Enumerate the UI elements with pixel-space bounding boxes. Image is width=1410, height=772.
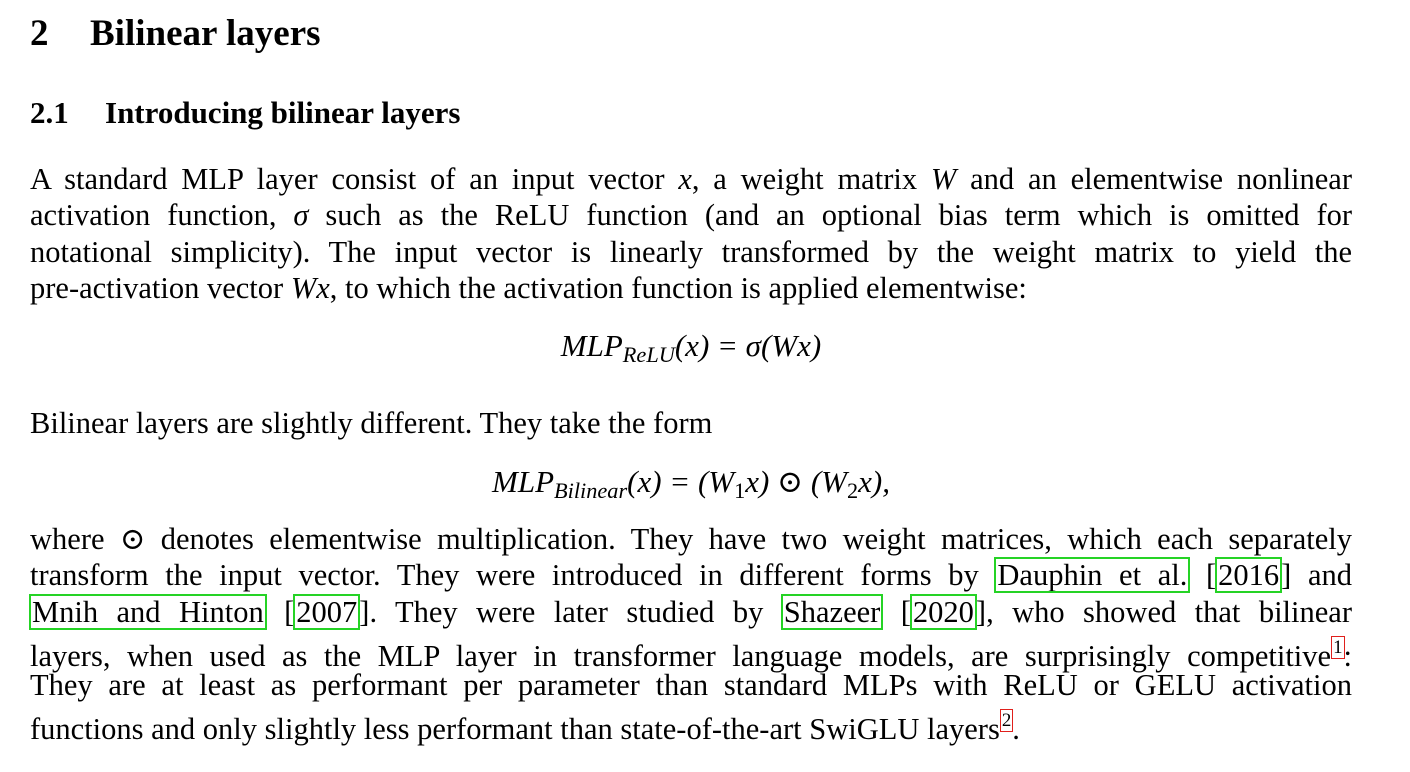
eq-subscript-2: 2 xyxy=(847,478,859,504)
text-line xyxy=(30,630,1352,674)
text-line: where ⊙ denotes elementwise multiplication. They have two weight matrices, which each separately xyxy=(30,522,1352,556)
subsection-title: Introducing bilinear layers xyxy=(105,95,461,130)
text-line: notational simplicity). The input vector is linearly transformed by the weight matrix to yield the xyxy=(30,234,1352,269)
eq-subscript: ReLU xyxy=(622,342,675,368)
text-run: ] and xyxy=(1281,558,1352,593)
text-line xyxy=(30,270,1352,306)
text-run: [ xyxy=(1189,558,1217,593)
text-run: activation function, xyxy=(30,198,294,233)
citation-shazeer-year[interactable]: 2020 xyxy=(912,594,974,629)
eq-rhs: (x) = (W xyxy=(627,464,735,499)
text-line xyxy=(30,557,1352,593)
text-run: . xyxy=(1012,712,1020,747)
citation-mnih-author[interactable]: Mnih and Hinton xyxy=(32,594,264,629)
text-run: [ xyxy=(882,594,911,629)
text-run: : xyxy=(1343,639,1352,674)
citation-mnih-year[interactable]: 2007 xyxy=(296,594,358,629)
text-run: A standard MLP layer consist of an input vector xyxy=(30,162,679,196)
text-run: , a weight matrix xyxy=(691,162,931,196)
citation-dauphin-author[interactable]: Dauphin et al. xyxy=(997,558,1188,593)
math-sigma: σ xyxy=(293,198,309,233)
text-line: They are at least as performant per parameter than standard MLPs with ReLU or GELU activation xyxy=(30,667,1352,702)
paragraph-bilinear-intro xyxy=(30,405,1352,441)
text-line: Bilinear layers are slightly different. They take the form xyxy=(30,406,713,440)
eq-lhs: MLP xyxy=(560,328,623,363)
text-line xyxy=(30,703,1352,747)
math-w: W xyxy=(930,162,957,196)
paragraph-mlp-definition xyxy=(30,161,1352,307)
section-title: Bilinear layers xyxy=(90,13,321,54)
subsection-heading xyxy=(30,94,460,132)
citation-shazeer-author[interactable]: Shazeer xyxy=(783,594,881,629)
text-run: ]. They were later studied by xyxy=(359,594,782,629)
eq-rhs: (x) = σ(Wx) xyxy=(674,328,822,363)
text-run: [ xyxy=(265,594,295,629)
equation-mlp-bilinear xyxy=(30,462,1352,511)
text-line xyxy=(30,594,1352,630)
citation-dauphin-year[interactable]: 2016 xyxy=(1218,558,1280,593)
eq-subscript-1: 1 xyxy=(734,478,746,504)
section-heading xyxy=(30,12,321,56)
text-run: , to which the activation function is applied elementwise: xyxy=(329,271,1027,306)
text-run: such as the ReLU function (and an optional bias term which is omitted for xyxy=(308,198,1353,233)
equation-mlp-relu xyxy=(30,326,1352,375)
text-run: functions and only slightly less performant than state-of-the-art SwiGLU layers xyxy=(30,712,1000,747)
eq-rhs: x), xyxy=(858,464,890,499)
subsection-number: 2.1 xyxy=(30,95,69,130)
text-run: pre-activation vector xyxy=(30,271,291,306)
text-line xyxy=(30,197,1352,233)
math-wx: Wx xyxy=(290,271,330,306)
eq-rhs: x) ⊙ (W xyxy=(745,464,847,499)
text-run: transform the input vector. They were introduced in different forms by xyxy=(30,558,996,593)
math-x: x xyxy=(678,162,692,196)
footnote-link-1[interactable]: 1 xyxy=(1333,637,1343,659)
text-run: ], who showed that bilinear xyxy=(975,594,1352,629)
eq-lhs: MLP xyxy=(492,464,554,499)
footnote-link-2[interactable]: 2 xyxy=(1001,709,1012,731)
text-run: layers, when used as the MLP layer in transformer language models, are surprisingly competitive xyxy=(30,639,1332,674)
text-run: and an elementwise nonlinear xyxy=(956,162,1352,196)
text-line xyxy=(30,161,1352,197)
eq-subscript: Bilinear xyxy=(554,478,628,504)
section-number: 2 xyxy=(30,13,49,54)
paragraph-bilinear-details xyxy=(30,521,1352,747)
